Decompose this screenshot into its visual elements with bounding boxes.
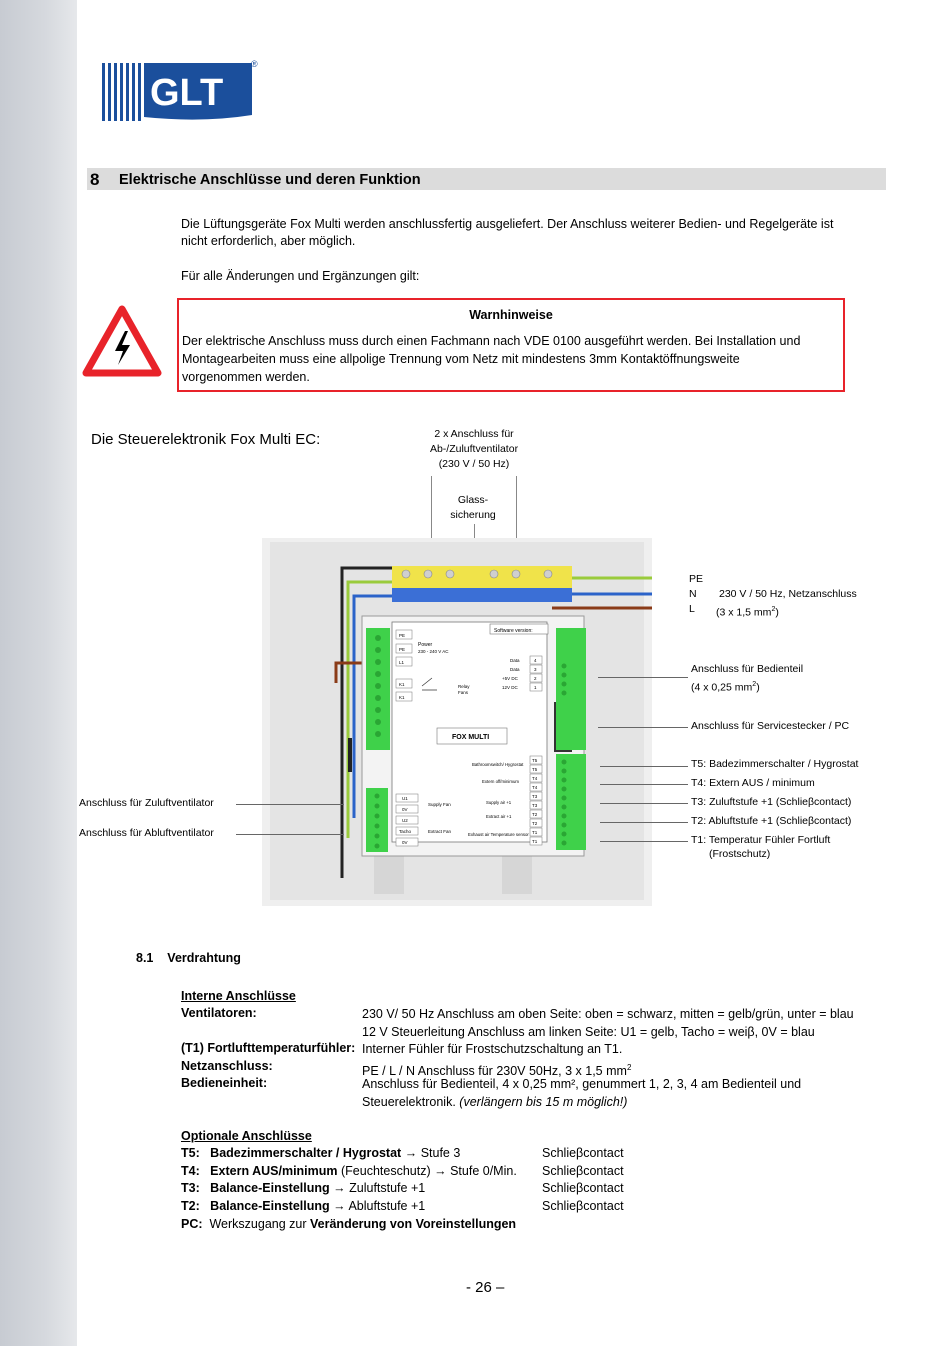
t3-label: T3: Zuluftstufe +1 (Schlieβcontact) <box>691 796 852 808</box>
board-t2-b: T2 <box>532 821 538 826</box>
optional-heading: Optionale Anschlüsse <box>181 1129 312 1143</box>
opt-t3-code: T3: <box>181 1181 200 1195</box>
intern-heading: Interne Anschlüsse <box>181 989 296 1003</box>
opt-t5-code: T5: <box>181 1146 200 1160</box>
board-tacho: Tacho <box>399 829 412 834</box>
warning-line-1: Der elektrische Anschluss muss durch einen Fachmann nach VDE 0100 ausgeführt werden. Bei Installation und <box>182 334 801 348</box>
board-u1: U1 <box>402 796 408 801</box>
board-pin-k1-1: K1 <box>399 682 405 687</box>
board-num-2: 2 <box>534 676 537 681</box>
l-description-sup: 2 <box>771 606 776 613</box>
control-board-photo <box>262 538 652 906</box>
board-power-voltage: 230 - 240 V AC <box>418 649 449 654</box>
t1-leader <box>600 841 688 842</box>
intro-line-2: nicht erforderlich, aber möglich. <box>181 234 356 248</box>
board-0v-1: 0V <box>402 807 408 812</box>
board-num-3: 3 <box>534 667 537 672</box>
board-t4-b: T4 <box>532 785 538 790</box>
l-description-text: (3 x 1,5 mm <box>716 606 772 619</box>
subsection-title: Verdrahtung <box>167 951 241 965</box>
board-5v: +5V DC <box>502 676 518 681</box>
bedieneinheit-value-2 <box>362 1094 627 1112</box>
ventilatoren-key: Ventilatoren: <box>181 1006 257 1020</box>
board-t3-desc: Supply air +1 <box>486 800 512 805</box>
warning-line-2: Montagearbeiten muss eine allpolige Trennung vom Netz mit mindestens 3mm Kontaktöffnungsweite <box>182 352 740 366</box>
board-t3-b: T3 <box>532 803 538 808</box>
section-title: Elektrische Anschlüsse und deren Funktion <box>119 172 421 188</box>
board-fox-label: FOX MULTI <box>452 734 490 741</box>
board-t1-a: T1 <box>532 830 538 835</box>
board-num-4: 4 <box>534 658 537 663</box>
bedienteil-label-1: Anschluss für Bedienteil <box>691 663 804 675</box>
fan-connection-line-3: (230 V / 50 Hz) <box>438 458 510 470</box>
fuse-label-line-2: sicherung <box>450 509 496 521</box>
board-u2: U2 <box>402 818 408 823</box>
bedieneinheit-key: Bedieneinheit: <box>181 1076 268 1090</box>
ventilatoren-value-1: 230 V/ 50 Hz Anschluss am oben Seite: oben = schwarz, mitten = gelb/grün, unter = blau <box>362 1007 854 1021</box>
n-description: 230 V / 50 Hz, Netzanschluss <box>719 588 857 600</box>
t2-leader <box>600 822 688 823</box>
board-pin-pe-1: PE <box>399 633 406 638</box>
board-t3-a: T3 <box>532 794 538 799</box>
arrow-right-icon: → <box>404 1146 418 1160</box>
t5-leader <box>600 766 688 767</box>
board-data-3: Data <box>510 667 520 672</box>
abluft-label: Anschluss für Abluftventilator <box>79 827 214 839</box>
t1-label: T1: Temperatur Fühler Fortluft <box>691 834 831 846</box>
netzanschluss-value-sup: 2 <box>626 1063 632 1072</box>
glt-logo <box>102 57 262 127</box>
bedienteil-label-2 <box>691 677 760 696</box>
diagram-title: Die Steuerelektronik Fox Multi EC: <box>91 431 321 448</box>
opt-t4-bold: Extern AUS/minimum <box>210 1164 338 1178</box>
warning-box <box>177 298 845 392</box>
arrow-right-icon: → <box>333 1199 346 1213</box>
netzanschluss-key: Netzanschluss: <box>181 1059 273 1073</box>
arrow-right-icon: → <box>333 1181 346 1195</box>
t1-label-2: (Frostschutz) <box>709 848 771 860</box>
t1-sensor-key: (T1) Fortlufttemperaturfühler: <box>181 1041 356 1055</box>
opt-t4-code: T4: <box>181 1164 200 1178</box>
board-data-4: Data <box>510 658 520 663</box>
optional-row-t3 <box>181 1181 425 1195</box>
intro-line-3: Für alle Änderungen und Ergänzungen gilt: <box>181 269 420 283</box>
t4-label: T4: Extern AUS / minimum <box>691 777 815 789</box>
board-0v-2: 0V <box>402 840 408 845</box>
board-t4-a: T4 <box>532 776 538 781</box>
n-label: N <box>689 588 697 600</box>
high-voltage-warning-icon <box>82 305 162 377</box>
board-t1-b: T1 <box>532 839 538 844</box>
board-t5-desc: Bathroomswitch/ Hygrostat <box>472 762 524 767</box>
t3-leader <box>600 803 688 804</box>
board-software-label: Software version: <box>494 628 533 634</box>
l-description-end: ) <box>775 606 779 619</box>
subsection-number: 8.1 <box>136 951 154 965</box>
section-number: 8 <box>90 170 100 189</box>
bedieneinheit-value-2-text: Steuerelektronik. <box>362 1095 456 1109</box>
warning-text <box>182 332 835 386</box>
opt-t3-contact: Schlieβcontact <box>542 1181 624 1195</box>
netzanschluss-value-text: PE / L / N Anschluss für 230V 50Hz, 3 x 1,5 mm <box>362 1064 627 1079</box>
bedienteil-leader <box>598 677 688 678</box>
t2-label: T2: Abluftstufe +1 (Schlieβcontact) <box>691 815 852 827</box>
optional-row-t2 <box>181 1199 425 1213</box>
opt-t5-contact: Schlieβcontact <box>542 1146 624 1160</box>
service-leader <box>598 727 688 728</box>
opt-t3-bold: Balance-Einstellung <box>210 1181 330 1195</box>
fan-connection-label <box>404 427 544 472</box>
side-stripe <box>0 0 77 1346</box>
optional-row-t4 <box>181 1164 517 1178</box>
board-t2-desc: Extract air +1 <box>486 814 512 819</box>
logo-registered-mark: ® <box>251 59 258 69</box>
fuse-label <box>433 493 513 523</box>
optional-row-pc <box>181 1217 516 1231</box>
board-pin-pe-2: PE <box>399 647 406 652</box>
board-12v: 12V DC <box>502 685 518 690</box>
abluft-leader <box>236 834 344 835</box>
t4-leader <box>600 784 688 785</box>
opt-t5-bold: Badezimmerschalter / Hygrostat <box>210 1146 402 1160</box>
board-t5-a: T5 <box>532 758 538 763</box>
bedienteil-label-sup: 2 <box>752 681 757 688</box>
opt-t2-contact: Schlieβcontact <box>542 1199 624 1213</box>
t1-sensor-value: Interner Fühler für Frostschutzschaltung an T1. <box>362 1042 623 1056</box>
logo-text: GLT <box>150 72 224 114</box>
board-relay-fans: Fans <box>458 690 469 695</box>
fan-connection-line-2: Ab-/Zuluftventilator <box>429 443 519 455</box>
opt-t2-bold: Balance-Einstellung <box>210 1199 330 1213</box>
l-label: L <box>689 603 695 615</box>
fan-connection-line-1: 2 x Anschluss für <box>434 428 514 440</box>
bedieneinheit-value-1: Anschluss für Bedienteil, 4 x 0,25 mm², genummert 1, 2, 3, 4 am Bedienteil und <box>362 1077 802 1091</box>
board-num-1: 1 <box>534 685 537 690</box>
opt-t3-rest: Zuluftstufe +1 <box>349 1181 426 1195</box>
board-t1-desc: Exhaust air Temperature sensor <box>468 832 529 837</box>
opt-t4-contact: Schlieβcontact <box>542 1164 624 1178</box>
opt-pc-plain: Werkszugang zur <box>209 1217 307 1231</box>
warning-title: Warnhinweise <box>469 308 553 322</box>
board-pin-k1-2: K1 <box>399 695 405 700</box>
board-power-label: Power <box>418 642 433 648</box>
opt-t4-extra: (Feuchteschutz) <box>341 1164 431 1178</box>
board-pin-l1: L1 <box>399 660 405 665</box>
board-t4-desc: Extern off/minimum <box>482 779 519 784</box>
subsection-heading <box>136 951 241 965</box>
bedieneinheit-value-2-italic: (verlängern bis 15 m möglich!) <box>459 1095 628 1109</box>
board-extract-fan: Extract Fan <box>428 829 452 834</box>
zuluft-label: Anschluss für Zuluftventilator <box>79 797 214 809</box>
opt-t4-rest: Stufe 0/Min. <box>450 1164 517 1178</box>
bedienteil-label-end: ) <box>756 681 760 694</box>
warning-line-3: vorgenommen werden. <box>182 370 310 384</box>
t5-label: T5: Badezimmerschalter / Hygrostat <box>691 758 859 770</box>
pe-label: PE <box>689 573 704 585</box>
board-relay-label: Relay <box>458 684 470 689</box>
intro-line-1: Die Lüftungsgeräte Fox Multi werden anschlussfertig ausgeliefert. Der Anschluss weiterer Bedien- und Regelgeräte ist <box>181 217 834 231</box>
opt-pc-bold: Veränderung von Voreinstellungen <box>310 1217 517 1231</box>
board-supply-fan: Supply Fan <box>428 802 451 807</box>
arrow-right-icon: → <box>434 1164 447 1178</box>
ventilatoren-value-2: 12 V Steuerleitung Anschluss am linken Seite: U1 = gelb, Tacho = weiβ, 0V = blau <box>362 1025 815 1039</box>
opt-pc-code: PC: <box>181 1217 203 1231</box>
bedienteil-label-text: (4 x 0,25 mm <box>691 681 753 694</box>
l-description <box>716 602 779 621</box>
board-t5-b: T5 <box>532 767 538 772</box>
optional-row-t5 <box>181 1146 460 1160</box>
page-number: - 26 – <box>466 1279 505 1296</box>
zuluft-leader <box>236 804 344 805</box>
opt-t2-code: T2: <box>181 1199 200 1213</box>
fuse-label-line-1: Glass- <box>457 494 489 506</box>
opt-t5-rest: Stufe 3 <box>420 1146 461 1160</box>
board-t2-a: T2 <box>532 812 538 817</box>
service-label: Anschluss für Servicestecker / PC <box>691 720 850 732</box>
opt-t2-rest: Abluftstufe +1 <box>348 1199 426 1213</box>
